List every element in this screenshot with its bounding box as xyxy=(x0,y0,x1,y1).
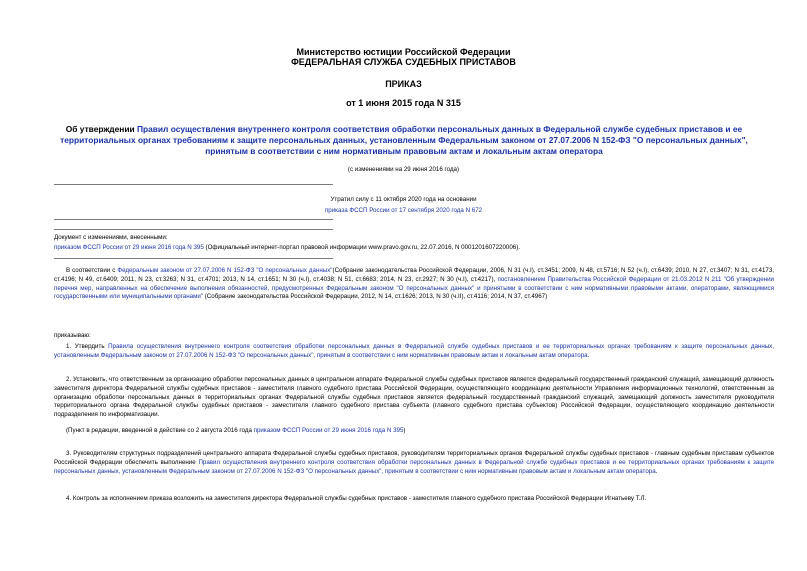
preamble-text: В соответствии с xyxy=(66,267,118,274)
title-prefix: Об утверждении xyxy=(65,124,137,134)
edition-note: (с изменениями на 29 июня 2016 года) xyxy=(347,166,460,173)
lost-force-note: Утратил силу с 11 октября 2020 года на основании xyxy=(330,196,477,203)
item-3-text: . xyxy=(655,467,658,475)
preamble-text: (Собрание законодательства Российской Федерации, 2012, N 14, ст.1626; 2013, N 30 (ч.II), ст.4116; 2014, N 37, ст.4967) xyxy=(203,293,548,301)
item-2-text: 2. Установить, что ответственным за организацию обработки персональных данных в центральном аппарате Федеральной службы судебных приставов является федеральный государственный гражданский служащий, замещающий должность заместителя директора Федеральной службы судебных приставов - заместителя главного судебного пристава Российской Федерации, осуществляющего координацию деятельности Управления информационных технологий, ответственным за организацию обработки персональных данных в территориальных органах Федеральной службы судебных приставов является федеральный государственный гражданский служащий, замещающий должность заместителя руководителя территориального органа Федеральной службы судебных приставов - заместителя главного судебного пристава субъекта (главного судебного пристава субъектов) Российской Федерации, осуществляющего координацию деятельности подразделения по информатизации. xyxy=(54,376,774,419)
personal-data-law-link[interactable]: Федеральным законом от 27.07.2006 N 152-ФЗ "О персональных данных" xyxy=(117,267,333,274)
document-title xyxy=(44,124,764,157)
item-4-paragraph xyxy=(54,495,774,504)
changes-label: Документ с изменениями, внесенными: xyxy=(54,234,168,241)
item-2-note-text: (Пункт в редакции, введенной в действие со 2 августа 2016 года xyxy=(66,427,254,434)
changes-source: (Официальный интернет-портал правовой информации www.pravo.gov.ru, 22.07.2016, N 0001201607220006). xyxy=(203,244,520,251)
order-word: приказываю: xyxy=(54,332,91,339)
divider-rule xyxy=(54,258,333,259)
changes-line xyxy=(54,244,774,252)
item-2-paragraph xyxy=(54,376,774,420)
rules-link[interactable]: Правила осуществления внутреннего контроля соответствия обработки персональных данных в Федеральной службе судебных приставов и ее территориальных органах требованиям к защите персональных данных, установленным Федеральным законом от 27.07.2006 N 152-ФЗ "О персональных данных", принятым в соответствии с ним нормативным правовым актам и локальным актам оператора xyxy=(54,343,774,359)
divider-rule xyxy=(54,184,333,185)
item-3-text: 3. Руководителям структурных подразделений центрального аппарата Федеральной службы судебных приставов, руководителям территориальных органов Федеральной службы судебных приставов - главным судебным приставам субъектов Российской Федерации обеспечить выполнение xyxy=(54,450,774,466)
item-1-paragraph xyxy=(54,343,774,361)
document-type: ПРИКАЗ xyxy=(385,79,422,89)
divider-rule xyxy=(54,229,333,230)
preamble-text: (Собрание законодательства Российской Федерации, 2006, N 31 (ч.I), ст.3451; 2009, N 48, ст.5716; N 52 (ч.I), ст.6439; 2010, N 27, ст.3407; N 31, ст.4173, ст.4196; N 49, ст.6409; 2011, N 23, ст.3263; N 31, ст.4701; 2013, N 14, ст.1651; N 30 (ч.I), ст.4038; N 51, ст.6683; 2014, N 23, ст.2927; N 30 (ч.I), ст.4217), xyxy=(54,267,775,283)
ministry-name: Министерство юстиции Российской Федерации xyxy=(296,47,511,57)
preamble-paragraph xyxy=(54,267,774,302)
amendment-order-link[interactable]: приказом ФССП России от 29 июня 2016 года N 395 xyxy=(54,244,204,251)
service-name: ФЕДЕРАЛЬНАЯ СЛУЖБА СУДЕБНЫХ ПРИСТАВОВ xyxy=(291,57,516,67)
item-4-text: 4. Контроль за исполнением приказа возложить на заместителя директора Федеральной службы судебных приставов - заместителя главного судебного пристава Российской Федерации Игнатьеву Т.Л. xyxy=(66,495,647,502)
item-1-text: 1. Утвердить xyxy=(66,343,109,350)
government-decree-link[interactable]: постановлением Правительства Российской Федерации от 21.03.2012 N 211 "Об утверждении перечня мер, направленных на обеспечение выполнения обязанностей, предусмотренных Федеральным законом "О персональных данных" и принятыми в соответствии с ним нормативными правовыми актами, операторами, являющимися государственными или муниципальными органами" xyxy=(54,275,774,301)
divider-rule xyxy=(54,219,333,220)
item-2-note xyxy=(54,427,774,436)
item-1-text: . xyxy=(587,351,590,359)
item-2-note-text: ) xyxy=(403,427,406,434)
rules-title-link[interactable]: Правил осуществления внутреннего контроля соответствия обработки персональных данных в Федеральной службе судебных приставов и ее территориальных органах требованиям к защите персональных данных, установленным Федеральным законом от 27.07.2006 N 152-ФЗ "О персональных данных", принятым в соответствии с ним нормативным правовым актам и локальным актам оператора xyxy=(60,124,748,156)
repeal-order-link[interactable]: приказа ФССП России от 17 сентября 2020 года N 672 xyxy=(324,207,483,214)
rules-link[interactable]: Правил осуществления внутреннего контроля соответствия обработки персональных данных в Федеральной службе судебных приставов и ее территориальных органах требованиям к защите персональных данных, установленным Федеральным законом от 27.07.2006 N 152-ФЗ "О персональных данных", принятым в соответствии с ним нормативным правовым актам и локальным актам оператора xyxy=(54,458,775,475)
document-date-number: от 1 июня 2015 года N 315 xyxy=(346,98,461,108)
lost-force-link-line xyxy=(0,207,807,215)
item-3-paragraph xyxy=(54,450,774,476)
amendment-order-link[interactable]: приказом ФССП России от 29 июня 2016 года N 395 xyxy=(253,427,404,434)
